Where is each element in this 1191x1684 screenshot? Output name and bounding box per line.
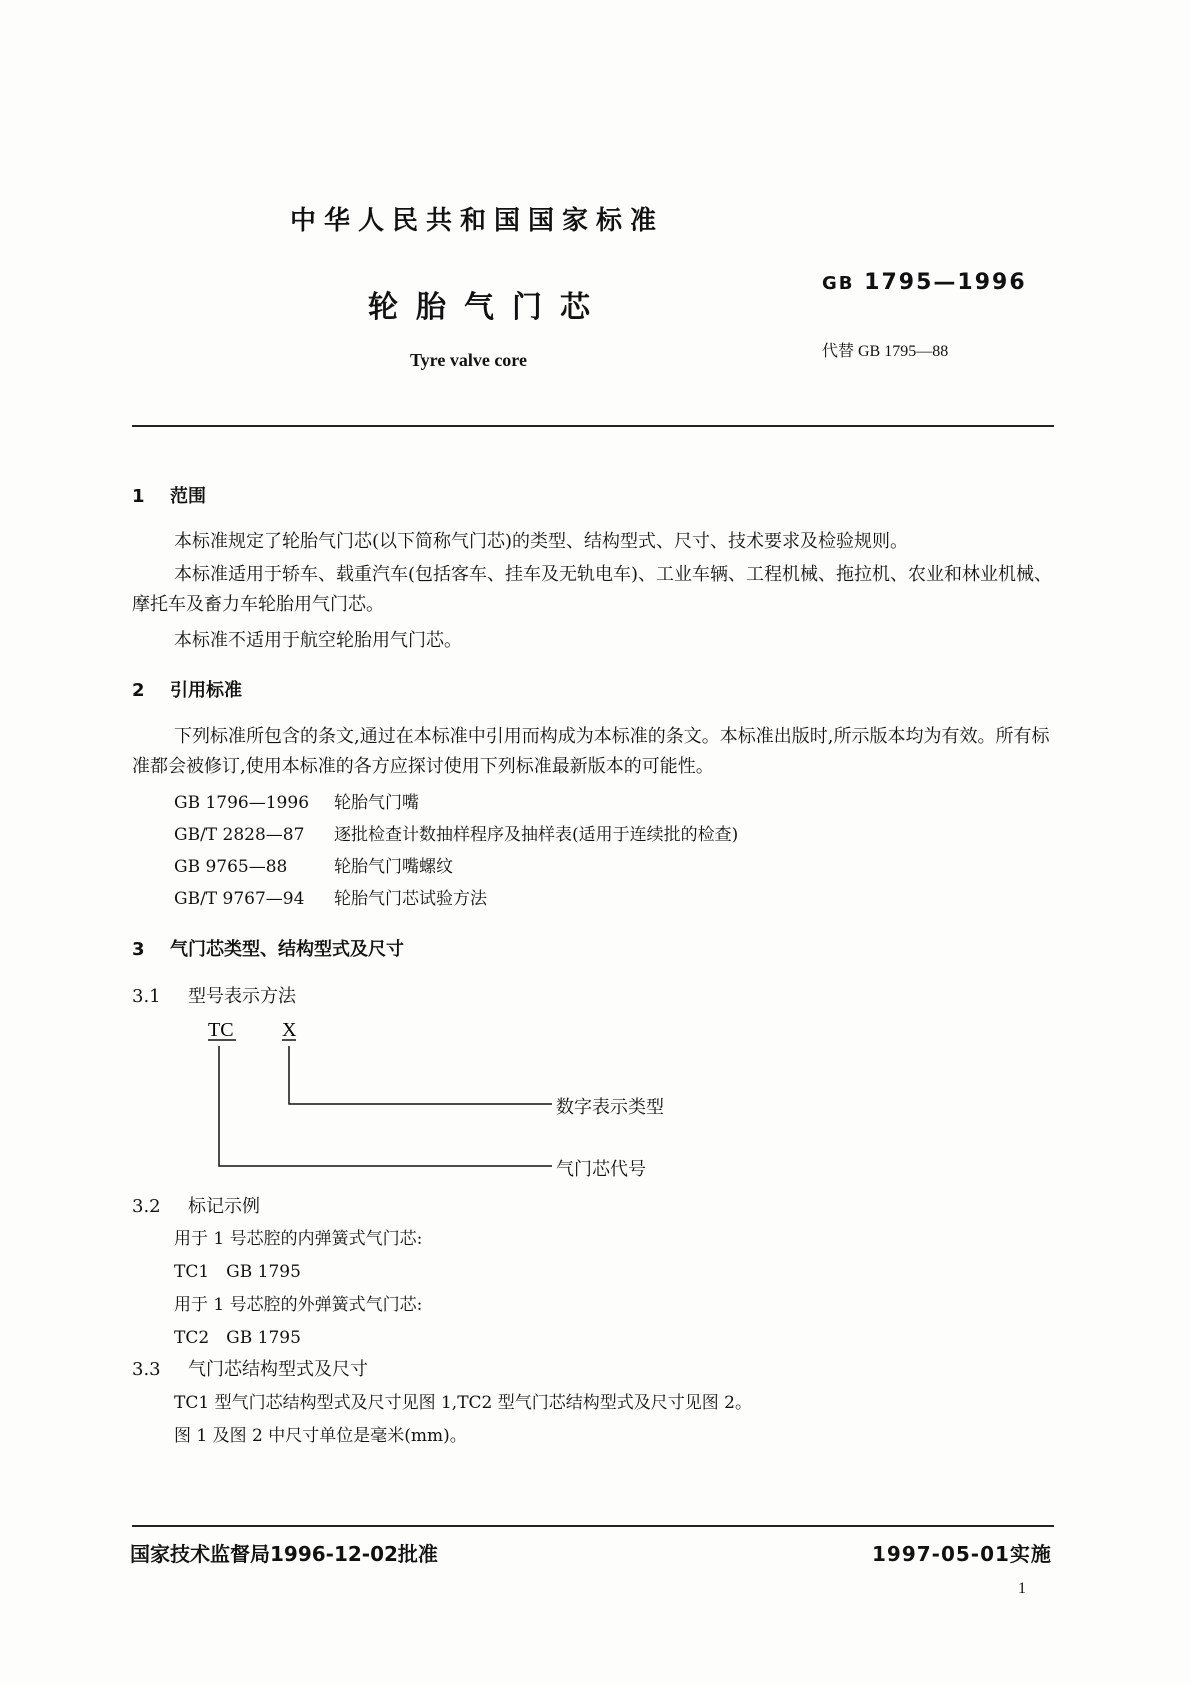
document-title: 轮胎气门芯: [368, 290, 608, 325]
subsection-number: 3.1: [132, 986, 161, 1007]
approval-date: 国家技术监督局1996-12-02批准: [130, 1542, 438, 1566]
structure-note-line: 图 1 及图 2 中尺寸单位是毫米(mm)。: [174, 1426, 467, 1446]
paragraph: 本标准规定了轮胎气门芯(以下简称气门芯)的类型、结构型式、尺寸、技术要求及检验规则。: [174, 531, 909, 552]
replaces-standard: 代替 GB 1795—88: [822, 343, 949, 360]
paragraph: 本标准适用于轿车、载重汽车(包括客车、挂车及无轨电车)、工业车辆、工程机械、拖拉机、农业和林业机械、摩托车及畜力车轮胎用气门芯。: [132, 564, 1053, 615]
standard-code: 1795—1996: [864, 270, 1027, 295]
marking-example-line: TC2 GB 1795: [174, 1328, 301, 1348]
diagram-label-type: 数字表示类型: [556, 1097, 664, 1118]
reference-title: 轮胎气门嘴螺纹: [334, 857, 453, 877]
reference-code: GB 9765—88: [174, 857, 288, 877]
subsection-3-3-heading: [132, 1355, 368, 1381]
section-title: 引用标准: [170, 680, 242, 701]
paragraph: 下列标准所包含的条文,通过在本标准中引用而构成为本标准的条文。本标准出版时,所示版本均为有效。所有标准都会被修订,使用本标准的各方应探讨使用下列标准最新版本的可能性。: [132, 726, 1050, 777]
subsection-number: 3.3: [132, 1359, 161, 1380]
subsection-title: 型号表示方法: [188, 986, 296, 1007]
diagram-code-tc: TC: [208, 1019, 234, 1041]
subsection-title: 标记示例: [188, 1196, 260, 1217]
section-title: 范围: [170, 486, 206, 507]
subsection-3-2-heading: [132, 1192, 260, 1218]
subsection-title: 气门芯结构型式及尺寸: [188, 1359, 368, 1380]
marking-example-line: 用于 1 号芯腔的外弹簧式气门芯:: [174, 1295, 423, 1315]
footer-divider: [132, 1525, 1054, 1527]
section-number: 3: [132, 939, 145, 960]
reference-code: GB/T 2828—87: [174, 825, 305, 845]
leader-line-tc: [219, 1046, 552, 1166]
diagram-code-x: X: [282, 1019, 297, 1041]
section-title: 气门芯类型、结构型式及尺寸: [170, 939, 404, 960]
page-number: 1: [1018, 1580, 1026, 1597]
section-number: 2: [132, 680, 145, 701]
marking-example-line: 用于 1 号芯腔的内弹簧式气门芯:: [174, 1229, 423, 1249]
effective-date: 1997-05-01实施: [872, 1542, 1052, 1566]
diagram-label-code: 气门芯代号: [556, 1159, 646, 1180]
reference-title: 逐批检查计数抽样程序及抽样表(适用于连续批的检查): [334, 825, 739, 845]
standard-prefix: GB: [822, 273, 855, 294]
reference-code: GB 1796—1996: [174, 793, 310, 813]
reference-code: GB/T 9767—94: [174, 889, 305, 909]
paragraph: 本标准不适用于航空轮胎用气门芯。: [174, 630, 462, 651]
national-standard-title: 中华人民共和国国家标准: [290, 206, 665, 236]
leader-line-x: [289, 1046, 552, 1104]
document-subtitle-english: Tyre valve core: [410, 350, 527, 370]
section-number: 1: [132, 486, 145, 507]
marking-example-line: TC1 GB 1795: [174, 1262, 301, 1282]
reference-title: 轮胎气门嘴: [334, 793, 419, 813]
reference-title: 轮胎气门芯试验方法: [334, 889, 487, 909]
structure-note-line: TC1 型气门芯结构型式及尺寸见图 1,TC2 型气门芯结构型式及尺寸见图 2。: [174, 1393, 752, 1413]
subsection-number: 3.2: [132, 1196, 161, 1217]
